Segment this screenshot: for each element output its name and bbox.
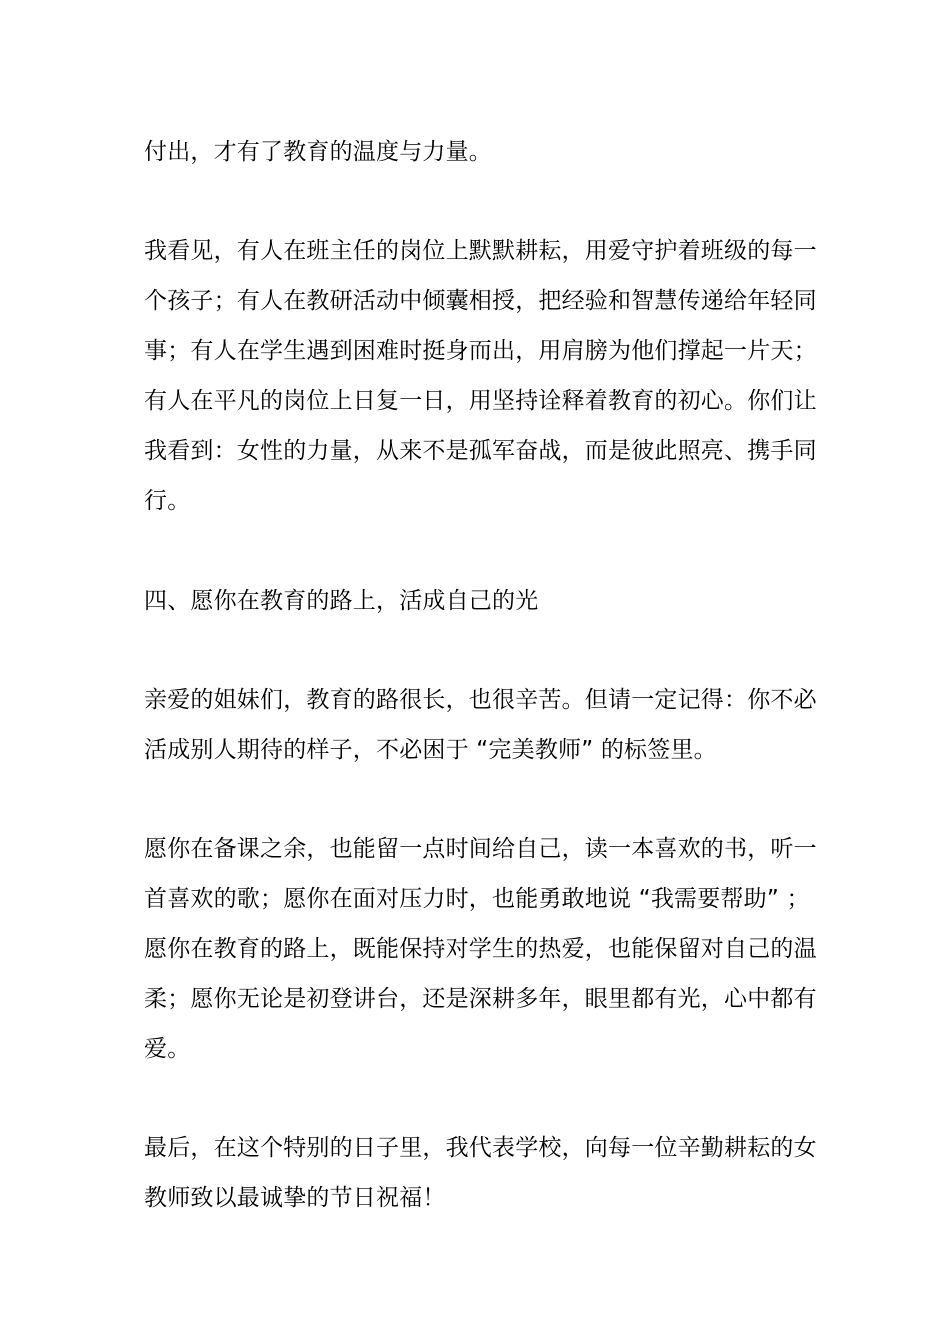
paragraph-2-line-1: 我看见，有人在班主任的岗位上默默耕耘，用爱守护着班级的每一 bbox=[144, 238, 817, 264]
paragraph-4-line-4: 柔；愿你无论是初登讲台，还是深耕多年，眼里都有光，心中都有 bbox=[144, 986, 817, 1012]
paragraph-5-line-1: 最后，在这个特别的日子里，我代表学校，向每一位辛勤耕耘的女 bbox=[144, 1135, 817, 1161]
paragraph-3-line-1: 亲爱的姐妹们，教育的路很长，也很辛苦。但请一定记得：你不必 bbox=[144, 687, 817, 713]
paragraph-2-line-3: 事；有人在学生遇到困难时挺身而出，用肩膀为他们撑起一片天； bbox=[144, 338, 817, 364]
paragraph-4-line-3: 愿你在教育的路上，既能保持对学生的热爱，也能保留对自己的温 bbox=[144, 936, 817, 962]
paragraph-2-line-5: 我看到：女性的力量，从来不是孤军奋战，而是彼此照亮、携手同 bbox=[144, 438, 817, 464]
paragraph-1-line-1: 付出，才有了教育的温度与力量。 bbox=[144, 139, 492, 165]
paragraph-5-line-2: 教师致以最诚挚的节日祝福！ bbox=[144, 1185, 446, 1211]
paragraph-3-line-2: 活成别人期待的样子，不必困于 “完美教师” 的标签里。 bbox=[144, 737, 717, 763]
section-heading: 四、愿你在教育的路上，活成自己的光 bbox=[144, 588, 539, 614]
paragraph-2-line-2: 个孩子；有人在教研活动中倾囊相授，把经验和智慧传递给年轻同 bbox=[144, 288, 817, 314]
paragraph-4-line-2: 首喜欢的歌；愿你在面对压力时，也能勇敢地说 “我需要帮助” ； bbox=[144, 886, 810, 912]
paragraph-4-line-5: 爱。 bbox=[144, 1036, 191, 1062]
paragraph-2-line-6: 行。 bbox=[144, 488, 191, 514]
paragraph-2-line-4: 有人在平凡的岗位上日复一日，用坚持诠释着教育的初心。你们让 bbox=[144, 388, 817, 414]
paragraph-4-line-1: 愿你在备课之余，也能留一点时间给自己，读一本喜欢的书，听一 bbox=[144, 836, 817, 862]
